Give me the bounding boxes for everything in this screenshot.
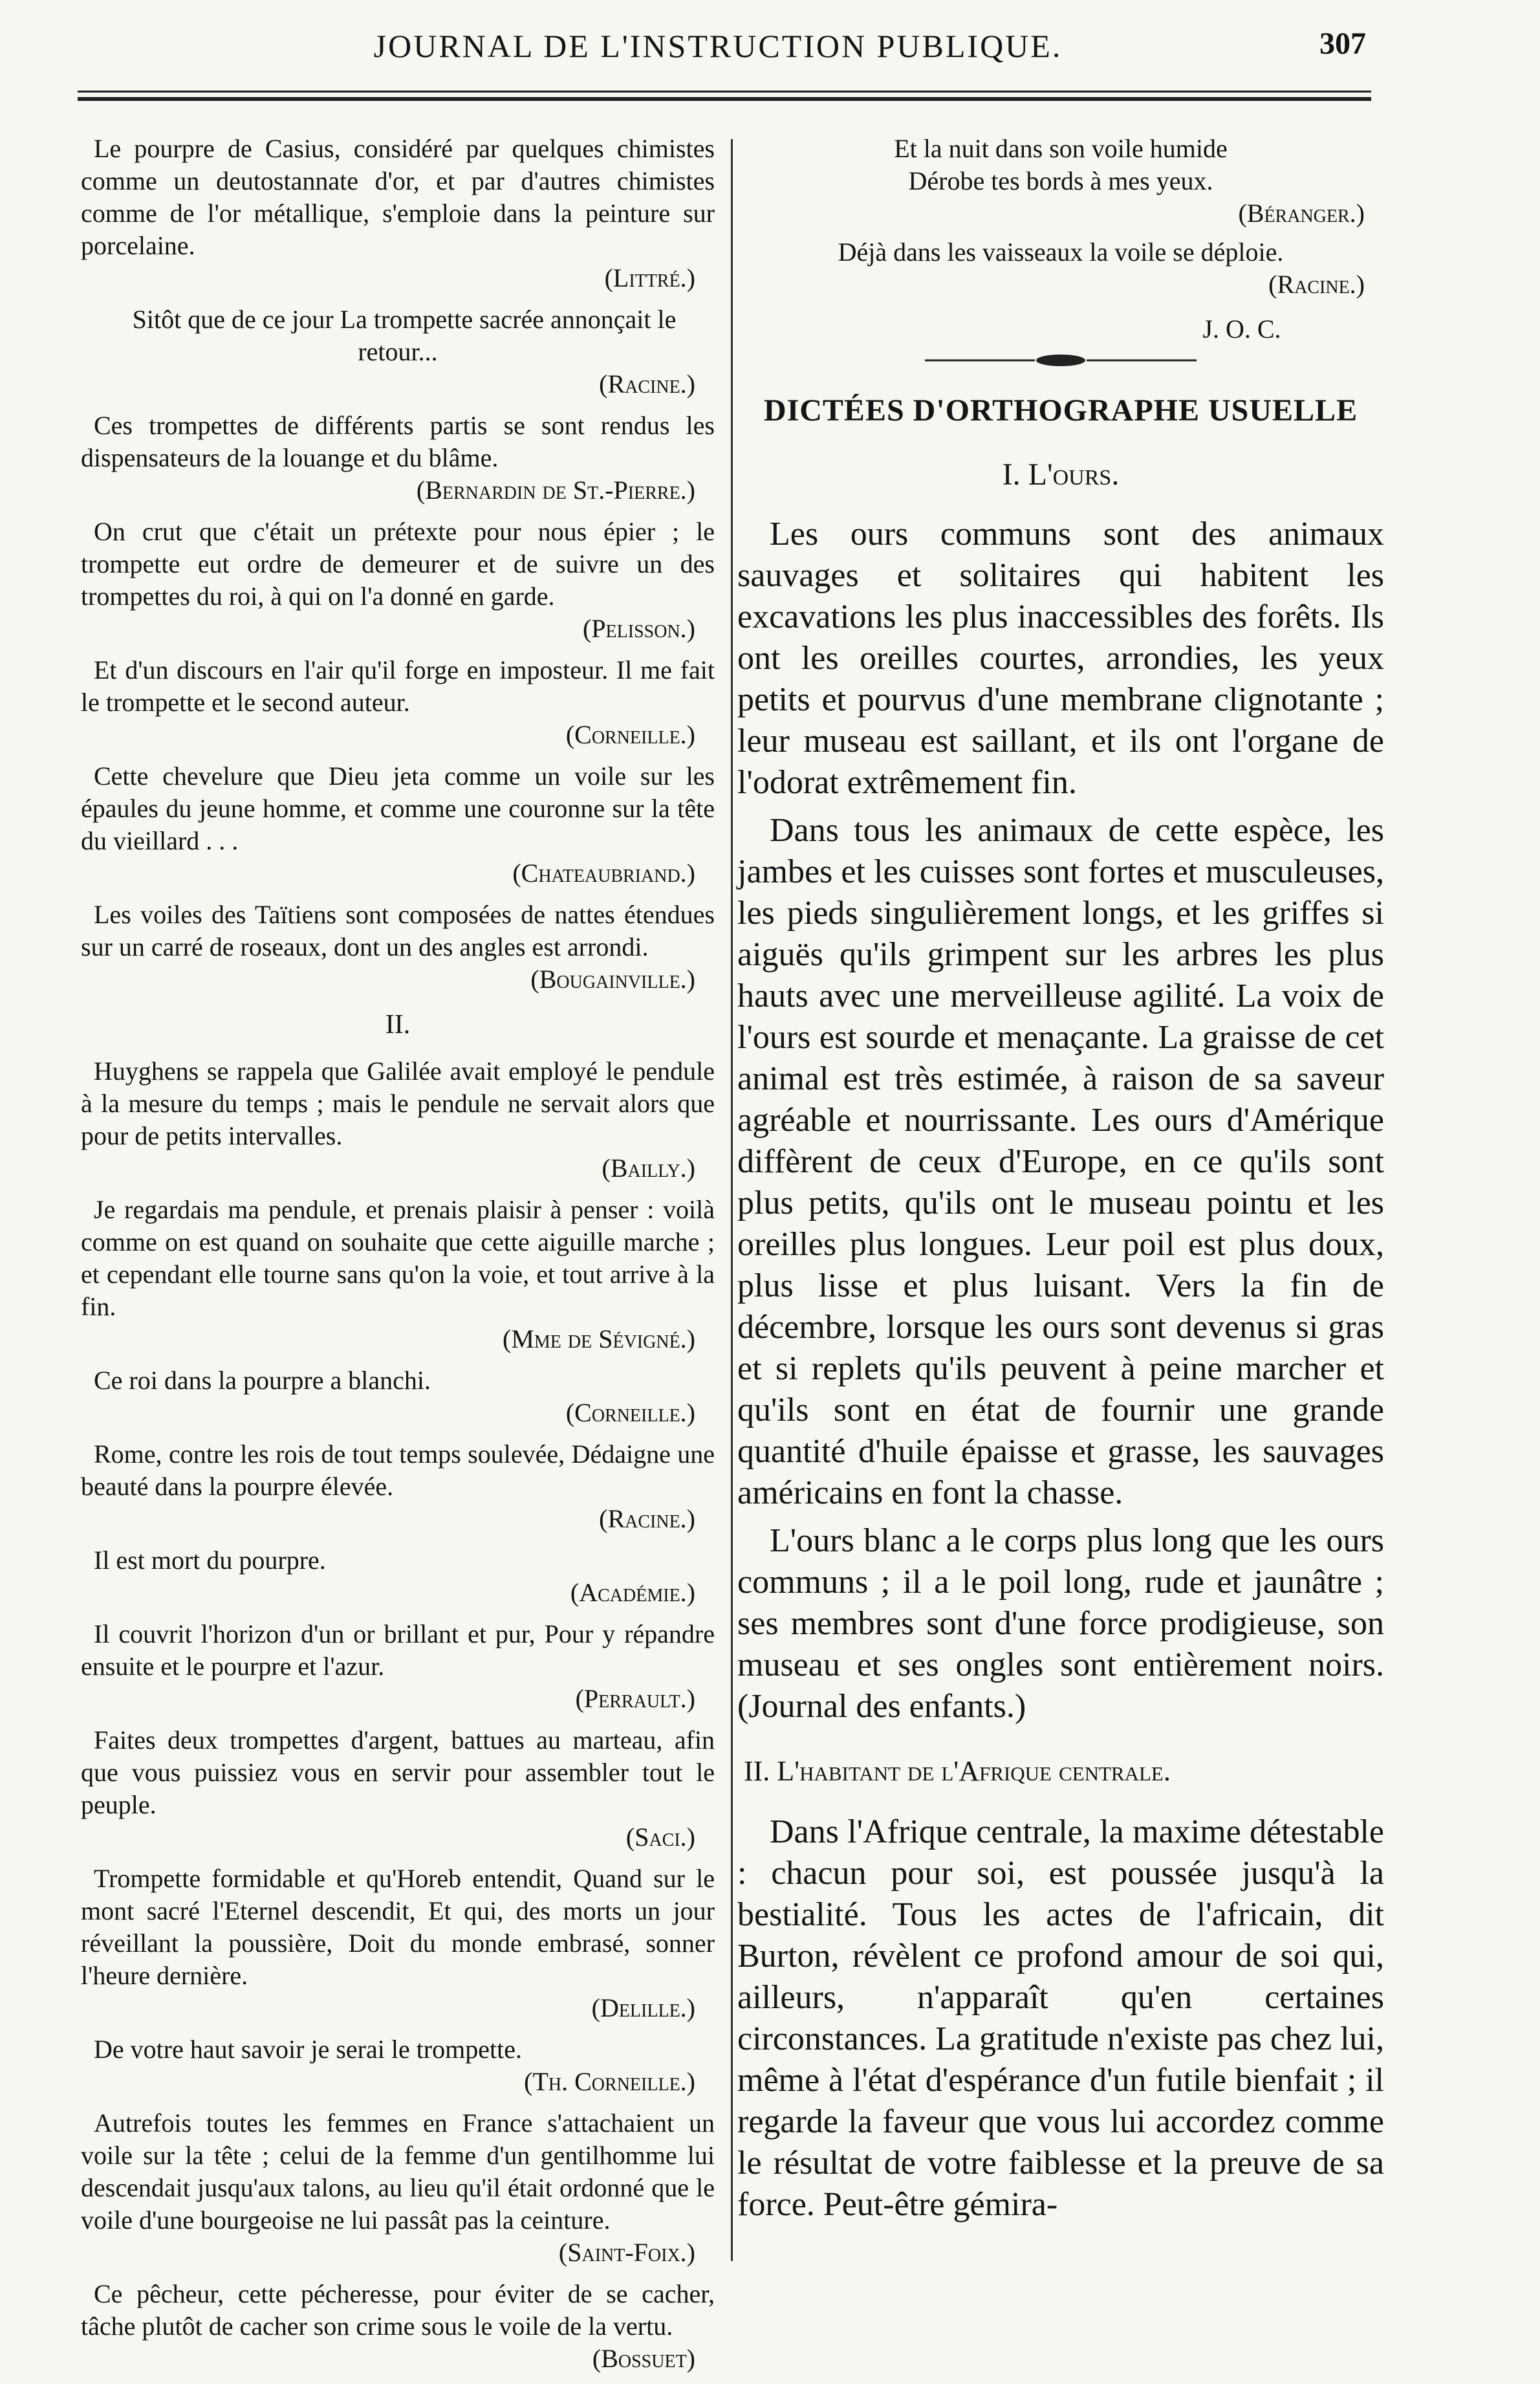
citation-source: (Corneille.) — [565, 1398, 695, 1427]
citation-text: Huyghens se rappela que Galilée avait employé le pendule à la mesure du temps ; mais le pendule ne servait alors que pour de petits intervalles. — [81, 1056, 715, 1150]
citation-text: Le pourpre de Casius, considéré par quelques chimistes comme un deutostannate d'or, et par d'autres chimistes comme de l'or métallique, s'emploie dans la peinture sur porcelaine. — [81, 134, 715, 260]
running-title: JOURNAL DE L'INSTRUCTION PUBLIQUE. — [373, 28, 1063, 64]
citation-source: (Th. Corneille.) — [524, 2067, 695, 2096]
section-title: I. L'ours. — [1002, 457, 1120, 492]
citation-text: On crut que c'était un prétexte pour nous épier ; le trompette eut ordre de demeurer et de suivre un des trompettes du roi, à qui on l'a donné en garde. — [81, 517, 715, 611]
citation-entry — [81, 760, 715, 890]
citation-entry — [81, 1055, 715, 1185]
entries-group-a — [81, 133, 715, 996]
citation-entry — [81, 303, 715, 400]
verse-source: (Béranger.) — [1238, 199, 1365, 228]
citation-text: Faites deux trompettes d'argent, battues au marteau, afin que vous puissiez vous en servir pour assembler tout le peuple. — [81, 1725, 715, 1819]
citation-entry — [81, 410, 715, 507]
page-number: 307 — [1319, 27, 1366, 61]
citation-source: (Racine.) — [599, 369, 695, 399]
citation-source: (Bernardin de St.-Pierre.) — [416, 476, 695, 505]
section-title: II. L'habitant de l'Afrique centrale. — [744, 1755, 1171, 1787]
header-rule-thick — [78, 97, 1371, 101]
citation-text: Sitôt que de ce jour La trompette sacrée annonçait le retour... — [132, 305, 677, 366]
citation-entry — [81, 516, 715, 645]
citation-source: (Mme de Sévigné.) — [503, 1324, 695, 1353]
citation-source: (Chateaubriand.) — [512, 858, 695, 888]
verse-quote — [737, 133, 1384, 230]
citation-text: Cette chevelure que Dieu jeta comme un voile sur les épaules du jeune homme, et comme une couronne sur la tête du vieillard . . . — [81, 761, 715, 855]
citation-text: De votre haut savoir je serai le trompette. — [94, 2035, 522, 2064]
citation-text: Autrefois toutes les femmes en France s'attachaient un voile sur la tête ; celui de la femme d'un gentilhomme lui descendait jusqu'aux talons, au lieu qu'il était ordonné que le voile d'une bourgeoise ne lui passât pas la ceinture. — [81, 2108, 715, 2235]
citation-source: (Delille.) — [591, 1993, 695, 2022]
citation-entry — [81, 2107, 715, 2269]
citation-text: Trompette formidable et qu'Horeb entendit, Quand sur le mont sacré l'Eternel descendit, Et qui, des morts un jour réveillant la poussière, Doit du monde embrasé, sonner l'heure dernière. — [81, 1864, 715, 1990]
citation-entry — [81, 1863, 715, 2024]
paragraph: L'ours blanc a le corps plus long que les ours communs ; il a le poil long, rude et jaunâtre ; ses membres sont d'une force prodigieuse, son museau et ses ongles sont entièrement noirs. (Journal des enfants.) — [737, 1522, 1384, 1725]
section-heading: DICTÉES D'ORTHOGRAPHE USUELLE — [763, 393, 1358, 428]
citation-text: Il couvrit l'horizon d'un or brillant et pur, Pour y répandre ensuite et le pourpre et l'azur. — [81, 1619, 715, 1681]
citation-source: (Littré.) — [604, 263, 695, 292]
citation-source: (Racine.) — [599, 1504, 695, 1533]
signature: J. O. C. — [1202, 314, 1281, 344]
citation-entry — [81, 1618, 715, 1715]
citation-source: (Corneille.) — [565, 720, 695, 749]
ornament-divider — [737, 351, 1384, 373]
citation-source: (Bossuet) — [592, 2344, 695, 2373]
citation-entry — [81, 2033, 715, 2098]
citation-source: (Perrault.) — [575, 1684, 695, 1713]
citation-entry — [81, 1544, 715, 1609]
citation-text: Ces trompettes de différents partis se sont rendus les dispensateurs de la louange et du blâme. — [81, 411, 715, 472]
verse-line: Dérobe tes bords à mes yeux. — [908, 166, 1213, 195]
citation-text: Rome, contre les rois de tout temps soulevée, Dédaigne une beauté dans la pourpre élevée. — [81, 1439, 715, 1501]
dictation-section — [737, 454, 1384, 2225]
section-numeral: II. — [385, 1010, 411, 1040]
citation-text: Et d'un discours en l'air qu'il forge en imposteur. Il me fait le trompette et le second auteur. — [81, 655, 715, 717]
right-column — [737, 133, 1384, 2232]
citation-entry — [81, 1364, 715, 1429]
citation-source: (Académie.) — [570, 1578, 695, 1607]
verse-line: Déjà dans les vaisseaux la voile se déploie. — [838, 237, 1284, 267]
citation-text: Ce roi dans la pourpre a blanchi. — [94, 1366, 431, 1395]
paragraph: Les ours communs sont des animaux sauvages et solitaires qui habitent les excavations les plus inaccessibles des forêts. Ils ont les oreilles courtes, arrondies, les yeux petits et pourvus d'une membrane clignotante ; leur museau est saillant, et ils ont l'organe de l'odorat extrêmement fin. — [737, 516, 1384, 801]
verse-source: (Racine.) — [1268, 270, 1365, 299]
citation-entry — [81, 1438, 715, 1535]
citation-source: (Pelisson.) — [582, 614, 695, 643]
verse-line: Et la nuit dans son voile humide — [894, 134, 1228, 163]
ornament-icon — [925, 351, 1197, 370]
citation-entry — [81, 133, 715, 294]
citation-text: Il est mort du pourpre. — [94, 1546, 326, 1575]
column-divider — [731, 139, 733, 2261]
verse-quote — [737, 236, 1384, 301]
header-rule — [78, 91, 1371, 93]
citation-entry — [81, 1724, 715, 1854]
citation-text: Les voiles des Taïtiens sont composées de nattes étendues sur un carré de roseaux, dont un des angles est arrondi. — [81, 900, 715, 961]
left-column — [81, 133, 715, 2384]
paragraph: Dans l'Afrique centrale, la maxime détestable : chacun pour soi, est poussée jusqu'à la bestialité. Tous les actes de l'africain, dit Burton, révèlent ce profond amour de soi qui, ailleurs, n'apparaît qu'en certaines circonstances. La gratitude n'existe pas chez lui, même à l'état d'espérance d'un futile bienfait ; il regarde la faveur que vous lui accordez comme le résultat de votre faiblesse et la preuve de sa force. Peut-être gémira- — [737, 1813, 1384, 2223]
paragraph: Dans tous les animaux de cette espèce, les jambes et les cuisses sont fortes et musculeuses, les pieds singulièrement longs, et les griffes si aiguës qu'ils grimpent sur les arbres les plus hauts avec une merveilleuse agilité. La voix de l'ours est sourde et menaçante. La graisse de cet animal est très estimée, à raison de sa saveur agréable et nourrissante. Les ours d'Amérique diffèrent de ceux d'Europe, en ce qu'ils sont plus petits, qu'ils ont le museau pointu et les oreilles plus longues. Leur poil est plus doux, plus lisse et plus luisant. Vers la fin de décembre, lorsque les ours sont devenus si gras et si replets qu'ils peuvent à peine marcher et qu'ils sont en état de fournir une grande quantité d'huile épaisse et grasse, les sauvages américains en font la chasse. — [737, 812, 1384, 1511]
citation-text: Je regardais ma pendule, et prenais plaisir à penser : voilà comme on est quand on souhaite que cette aiguille marche ; et cependant elle tourne sans qu'on la voie, et tout arrive à la fin. — [81, 1195, 715, 1321]
citation-entry — [81, 1194, 715, 1355]
citation-source: (Bougainville.) — [530, 965, 695, 994]
citation-entry — [81, 899, 715, 996]
citation-entry — [81, 654, 715, 751]
citation-source: (Saci.) — [625, 1822, 695, 1852]
citation-source: (Bailly.) — [602, 1154, 695, 1183]
citation-source: (Saint-Foix.) — [558, 2238, 695, 2267]
page-header — [0, 0, 1540, 84]
entries-group-b — [81, 1055, 715, 2375]
citation-text: Ce pêcheur, cette pécheresse, pour éviter de se cacher, tâche plutôt de cacher son crime sous le voile de la vertu. — [81, 2279, 715, 2341]
citation-entry — [81, 2278, 715, 2375]
